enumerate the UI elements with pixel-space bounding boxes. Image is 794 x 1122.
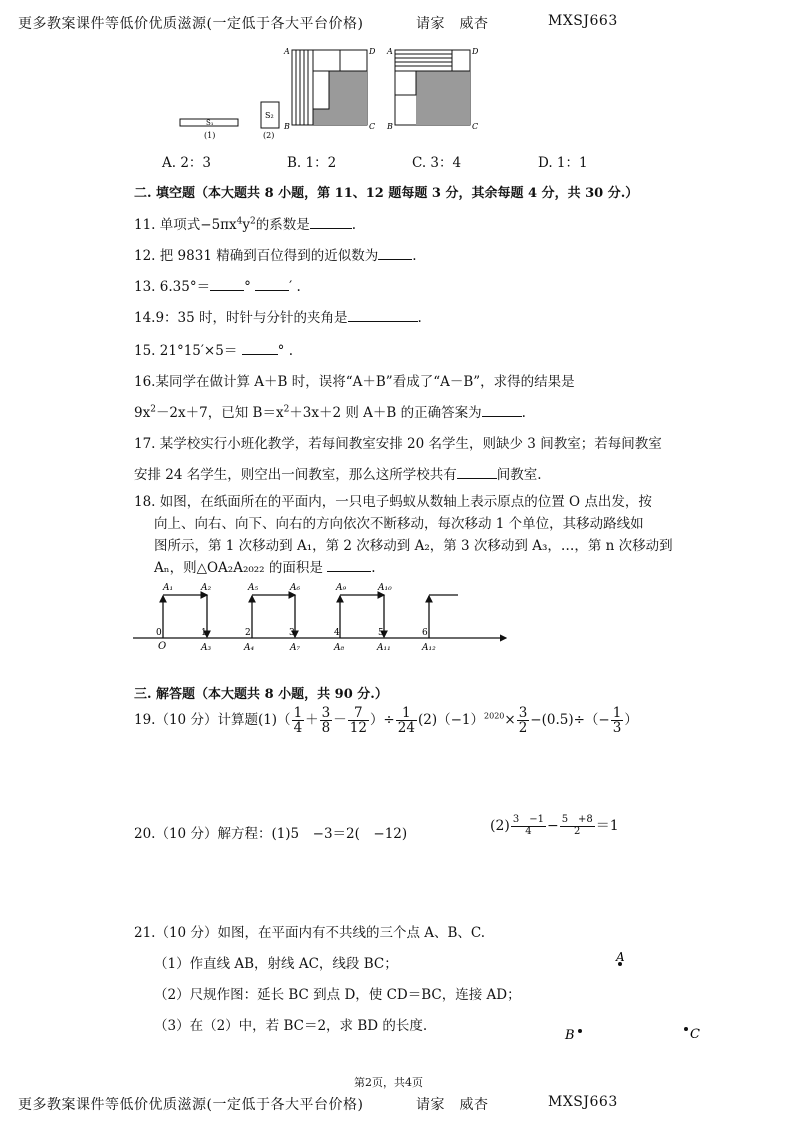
point-b-dot <box>578 1029 582 1033</box>
option-d: D. 1：1 <box>538 155 588 171</box>
tick-6: 6 <box>422 628 428 638</box>
label-a1: A₁ <box>163 583 174 593</box>
tick-2: 2 <box>245 628 251 638</box>
tick-0: 0 <box>156 628 162 638</box>
question-11: 11. 单项式$-5\pi x^4y^2$的系数是 . <box>134 216 357 233</box>
question-19-part-2: $(2)(-1)^{2020}\times$ $\frac{3}{2}$ −(0.5)÷（− $\frac{1}{3}$ ） <box>418 705 638 737</box>
label-a5: A₅ <box>248 583 259 593</box>
question-17-line-2: 安排 24 名学生，则空出一间教室，那么这所学校共有 间教室. <box>134 467 542 483</box>
label-a2: A₂ <box>201 583 212 593</box>
label-a12: A₁₂ <box>422 643 436 653</box>
question-18-line-2: 向上、向右、向下、向右的方向依次不断移动，每次移动 1 个单位，其移动路线如 <box>154 516 644 532</box>
label-a6: A₆ <box>290 583 301 593</box>
option-a: A. 2：3 <box>162 155 212 171</box>
tick-3: 3 <box>289 628 295 638</box>
fig4-label-a: A <box>387 47 393 56</box>
question-21-step-3: （3）在（2）中，若 BC＝2，求 BD 的长度. <box>154 1018 428 1034</box>
label-a3: A₃ <box>201 643 212 653</box>
section-3-heading: 三. 解答题（本大题共 8 小题，共 90 分.） <box>134 687 388 702</box>
figure-3 <box>283 47 376 131</box>
footer-title: 更多教案课件等低价优质滋源(一定低于各大平台价格) <box>18 1097 364 1113</box>
question-14: 14.9：35 时，时针与分针的夹角是 . <box>134 310 422 326</box>
fig3-label-b: B <box>284 122 290 131</box>
s2-label: S₂ <box>265 111 274 120</box>
tick-5: 5 <box>378 628 384 638</box>
origin-label: O <box>158 641 167 652</box>
points-figure <box>560 945 710 1045</box>
footer-code: MXSJ663 <box>548 1094 618 1110</box>
question-21-step-1: （1）作直线 AB，射线 AC，线段 BC； <box>154 956 398 972</box>
option-b: B. 1：2 <box>287 155 337 171</box>
tick-4: 4 <box>334 628 340 638</box>
question-20-part-1: 20.（10 分）解方程：(1)5 −3＝2( −12) <box>134 826 408 842</box>
footer-contact: 请家 威杏 <box>416 1097 489 1113</box>
question-21-line-1: 21.（10 分）如图，在平面内有不共线的三个点 A、B、C. <box>134 925 486 941</box>
top-figure <box>170 40 490 145</box>
question-18-line-3: 图所示，第 1 次移动到 A₁，第 2 次移动到 A₂，第 3 次移动到 A₃，…，第 n 次移动到 <box>154 538 673 554</box>
point-c-dot <box>684 1027 688 1031</box>
label-a10: A₁₀ <box>378 583 392 593</box>
fig3-label-a: A <box>284 47 290 56</box>
label-a7: A₇ <box>290 643 301 653</box>
question-18-line-4: Aₙ，则△OA₂A₂₀₂₂ 的面积是 . <box>154 560 376 576</box>
section-2-heading: 二. 填空题（本大题共 8 小题，第 11、12 题每题 3 分，其余每题 4 分，共 30 分.） <box>134 186 639 201</box>
header-code: MXSJ663 <box>548 13 618 29</box>
fig3-label-d: D <box>369 47 376 56</box>
header-title: 更多教案课件等低价优质滋源(一定低于各大平台价格) <box>18 16 364 32</box>
question-13: 13. 6.35°＝ ° ′ . <box>134 279 301 295</box>
tick-1: 1 <box>201 628 207 638</box>
caption-2: (2) <box>263 131 275 140</box>
s1-label: S₁ <box>206 119 214 127</box>
fig4-label-d: D <box>472 47 479 56</box>
question-16-line-1: 16.某同学在做计算 A＋B 时，误将“A＋B”看成了“A－B”，求得的结果是 <box>134 374 575 390</box>
point-b-label: B <box>565 1028 575 1043</box>
fig4-label-b: B <box>387 122 393 131</box>
question-21-step-2: （2）尺规作图：延长 BC 到点 D，使 CD＝BC，连接 AD； <box>154 987 521 1003</box>
ant-path-figure <box>128 578 513 656</box>
label-a9: A₉ <box>336 583 347 593</box>
point-c-label: C <box>690 1027 700 1042</box>
label-a11: A₁₁ <box>377 643 391 653</box>
caption-1: (1) <box>204 131 216 140</box>
fig3-label-c: C <box>369 122 376 131</box>
fig4-label-c: C <box>472 122 479 131</box>
figure-2 <box>261 102 279 140</box>
label-a8: A₈ <box>334 643 345 653</box>
figure-4 <box>386 47 479 131</box>
question-20-part-2: (2) $\frac{3 -1}{4}$ − $\frac{5 +8}{2}$ ＝1 <box>490 814 619 837</box>
option-c: C. 3：4 <box>412 155 462 171</box>
question-12: 12. 把 9831 精确到百位得到的近似数为 . <box>134 248 417 264</box>
header-contact: 请家 威杏 <box>416 16 489 32</box>
point-a-label: A <box>616 950 625 964</box>
question-19: 19.（10 分）计算题(1)（ $\frac{1}{4}$ ＋ $\frac{3}{8}$ － $\frac{7}{12}$ ）÷ $\frac{1}{24}$ <box>134 705 415 737</box>
question-18-line-1: 18. 如图，在纸面所在的平面内，一只电子蚂蚁从数轴上表示原点的位置 O 点出发，按 <box>134 494 652 510</box>
label-a4: A₄ <box>244 643 255 653</box>
question-16-line-2: $9x^2-2x+7$，已知 $B=x^2+3x+2$ 则 A＋B 的正确答案为 . <box>134 404 526 421</box>
page-number: 第2页，共4页 <box>354 1076 423 1089</box>
question-17-line-1: 17. 某学校实行小班化教学，若每间教室安排 20 名学生，则缺少 3 间教室；若每间教室 <box>134 436 662 452</box>
figure-1 <box>180 119 238 140</box>
question-15: 15. 21°15′×5＝ ° . <box>134 343 293 359</box>
